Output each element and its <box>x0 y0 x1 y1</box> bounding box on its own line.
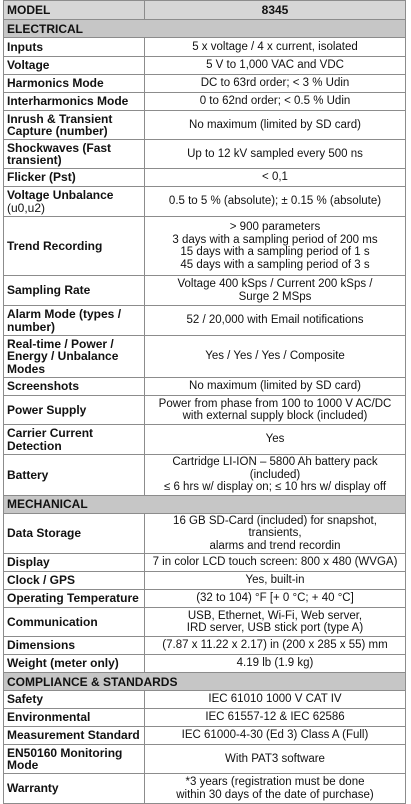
spec-label <box>4 187 145 217</box>
spec-label: Trend Recording <box>4 217 145 276</box>
spec-value: 0 to 62nd order; < 0.5 % Udin <box>145 93 406 111</box>
spec-label: Power Supply <box>4 396 145 425</box>
spec-value: 5 x voltage / 4 x current, isolated <box>145 38 406 57</box>
spec-label: Battery <box>4 455 145 496</box>
spec-value: IEC 61010 1000 V CAT IV <box>145 691 406 709</box>
spec-label: Measurement Standard <box>4 727 145 745</box>
spec-row-sampling <box>4 276 406 306</box>
spec-row-weight <box>4 655 406 673</box>
spec-row-screenshots <box>4 378 406 396</box>
spec-row-en50160 <box>4 745 406 774</box>
spec-value: Yes / Yes / Yes / Composite <box>145 336 406 378</box>
spec-row-communication <box>4 608 406 637</box>
spec-row-carrier <box>4 425 406 455</box>
spec-value <box>145 608 406 637</box>
value-line: 3 days with a sampling period of 200 ms <box>172 233 378 246</box>
spec-value <box>145 396 406 425</box>
spec-label: Harmonics Mode <box>4 75 145 93</box>
spec-label: Shockwaves (Fast transient) <box>4 140 145 169</box>
spec-label: Weight (meter only) <box>4 655 145 673</box>
value-line: ≤ 6 hrs w/ display on; ≤ 10 hrs w/ display off <box>163 481 387 493</box>
spec-value: IEC 61557-12 & IEC 62586 <box>145 709 406 727</box>
spec-label: Clock / GPS <box>4 572 145 590</box>
spec-row-alarm <box>4 306 406 336</box>
spec-row-dimensions <box>4 637 406 655</box>
spec-row-environmental <box>4 709 406 727</box>
section-header-compliance <box>4 673 406 691</box>
spec-row-clock <box>4 572 406 590</box>
spec-row-voltage <box>4 57 406 75</box>
value-line: Voltage 400 kSps / Current 200 kSps / <box>177 278 373 290</box>
spec-table <box>3 0 406 804</box>
spec-row-flicker <box>4 169 406 187</box>
spec-label: Interharmonics Mode <box>4 93 145 111</box>
spec-label: Environmental <box>4 709 145 727</box>
spec-value <box>145 217 406 276</box>
value-line: Cartridge LI-ION – 5800 Ah battery pack (included) <box>172 456 378 481</box>
spec-value: No maximum (limited by SD card) <box>145 111 406 140</box>
spec-row-trend <box>4 217 406 276</box>
spec-label: Alarm Mode (types / number) <box>4 306 145 336</box>
spec-label: Data Storage <box>4 513 145 554</box>
spec-row-battery <box>4 455 406 496</box>
header-row <box>4 1 406 20</box>
spec-label: Dimensions <box>4 637 145 655</box>
spec-value: 52 / 20,000 with Email notifications <box>145 306 406 336</box>
value-line: alarms and trend recordin <box>209 539 341 552</box>
spec-row-interharmonics <box>4 93 406 111</box>
spec-row-temperature <box>4 590 406 608</box>
value-line: *3 years (registration must be done <box>185 776 365 788</box>
spec-row-power-supply <box>4 396 406 425</box>
value-line: Surge 2 MSps <box>238 290 312 303</box>
section-title: COMPLIANCE & STANDARDS <box>4 673 406 691</box>
spec-value: 7 in color LCD touch screen: 800 x 480 (WVGA) <box>145 554 406 572</box>
spec-label-sub: (u0,u2) <box>7 200 46 215</box>
spec-value <box>145 774 406 804</box>
spec-label: Flicker (Pst) <box>4 169 145 187</box>
spec-label: Carrier Current Detection <box>4 425 145 455</box>
spec-row-safety <box>4 691 406 709</box>
spec-value: IEC 61000-4-30 (Ed 3) Class A (Full) <box>145 727 406 745</box>
spec-row-realtime <box>4 336 406 378</box>
value-line: USB, Ethernet, Wi-Fi, Web server, <box>187 609 363 622</box>
spec-row-warranty <box>4 774 406 804</box>
spec-label: Real-time / Power / Energy / Unbalance Modes <box>4 336 145 378</box>
spec-value: No maximum (limited by SD card) <box>145 378 406 396</box>
spec-value <box>145 455 406 496</box>
spec-label: Display <box>4 554 145 572</box>
value-line: Power from phase from 100 to 1000 V AC/DC <box>158 397 392 410</box>
spec-label: EN50160 Monitoring Mode <box>4 745 145 774</box>
spec-value: 0.5 to 5 % (absolute); ± 0.15 % (absolute) <box>145 187 406 217</box>
value-line: with external supply block (included) <box>182 410 368 422</box>
spec-label: Inrush & Transient Capture (number) <box>4 111 145 140</box>
spec-label: Communication <box>4 608 145 637</box>
spec-value: DC to 63rd order; < 3 % Udin <box>145 75 406 93</box>
spec-label: Inputs <box>4 38 145 57</box>
value-line: 16 GB SD-Card (included) for snapshot, transients, <box>173 514 377 539</box>
spec-label: Safety <box>4 691 145 709</box>
spec-row-inputs <box>4 38 406 57</box>
spec-label: Voltage <box>4 57 145 75</box>
spec-value: Yes, built-in <box>145 572 406 590</box>
spec-value: 5 V to 1,000 VAC and VDC <box>145 57 406 75</box>
section-title: ELECTRICAL <box>4 20 406 38</box>
value-line: > 900 parameters <box>229 221 321 233</box>
spec-label: Warranty <box>4 774 145 804</box>
spec-value: With PAT3 software <box>145 745 406 774</box>
model-value: 8345 <box>145 1 406 20</box>
model-label: MODEL <box>4 1 145 20</box>
section-header-electrical <box>4 20 406 38</box>
spec-label: Operating Temperature <box>4 590 145 608</box>
spec-sheet <box>3 0 406 804</box>
spec-row-inrush <box>4 111 406 140</box>
spec-label-text: Voltage Unbalance <box>7 188 114 202</box>
spec-value: 4.19 lb (1.9 kg) <box>145 655 406 673</box>
spec-value: Up to 12 kV sampled every 500 ns <box>145 140 406 169</box>
spec-value <box>145 513 406 554</box>
value-line: within 30 days of the date of purchase) <box>176 788 374 801</box>
value-line: 45 days with a sampling period of 3 s <box>180 258 370 271</box>
spec-row-display <box>4 554 406 572</box>
value-line: 15 days with a sampling period of 1 s <box>180 246 370 258</box>
spec-row-harmonics <box>4 75 406 93</box>
spec-value <box>145 276 406 306</box>
spec-value: < 0,1 <box>145 169 406 187</box>
spec-row-measurement <box>4 727 406 745</box>
section-header-mechanical <box>4 495 406 513</box>
spec-value: Yes <box>145 425 406 455</box>
spec-row-storage <box>4 513 406 554</box>
spec-value: (7.87 x 11.22 x 2.17) in (200 x 285 x 55) mm <box>145 637 406 655</box>
spec-label: Sampling Rate <box>4 276 145 306</box>
spec-label: Screenshots <box>4 378 145 396</box>
section-title: MECHANICAL <box>4 495 406 513</box>
spec-row-unbalance <box>4 187 406 217</box>
spec-value: (32 to 104) °F [+ 0 °C; + 40 °C] <box>145 590 406 608</box>
spec-row-shockwaves <box>4 140 406 169</box>
value-line: IRD server, USB stick port (type A) <box>186 622 364 634</box>
